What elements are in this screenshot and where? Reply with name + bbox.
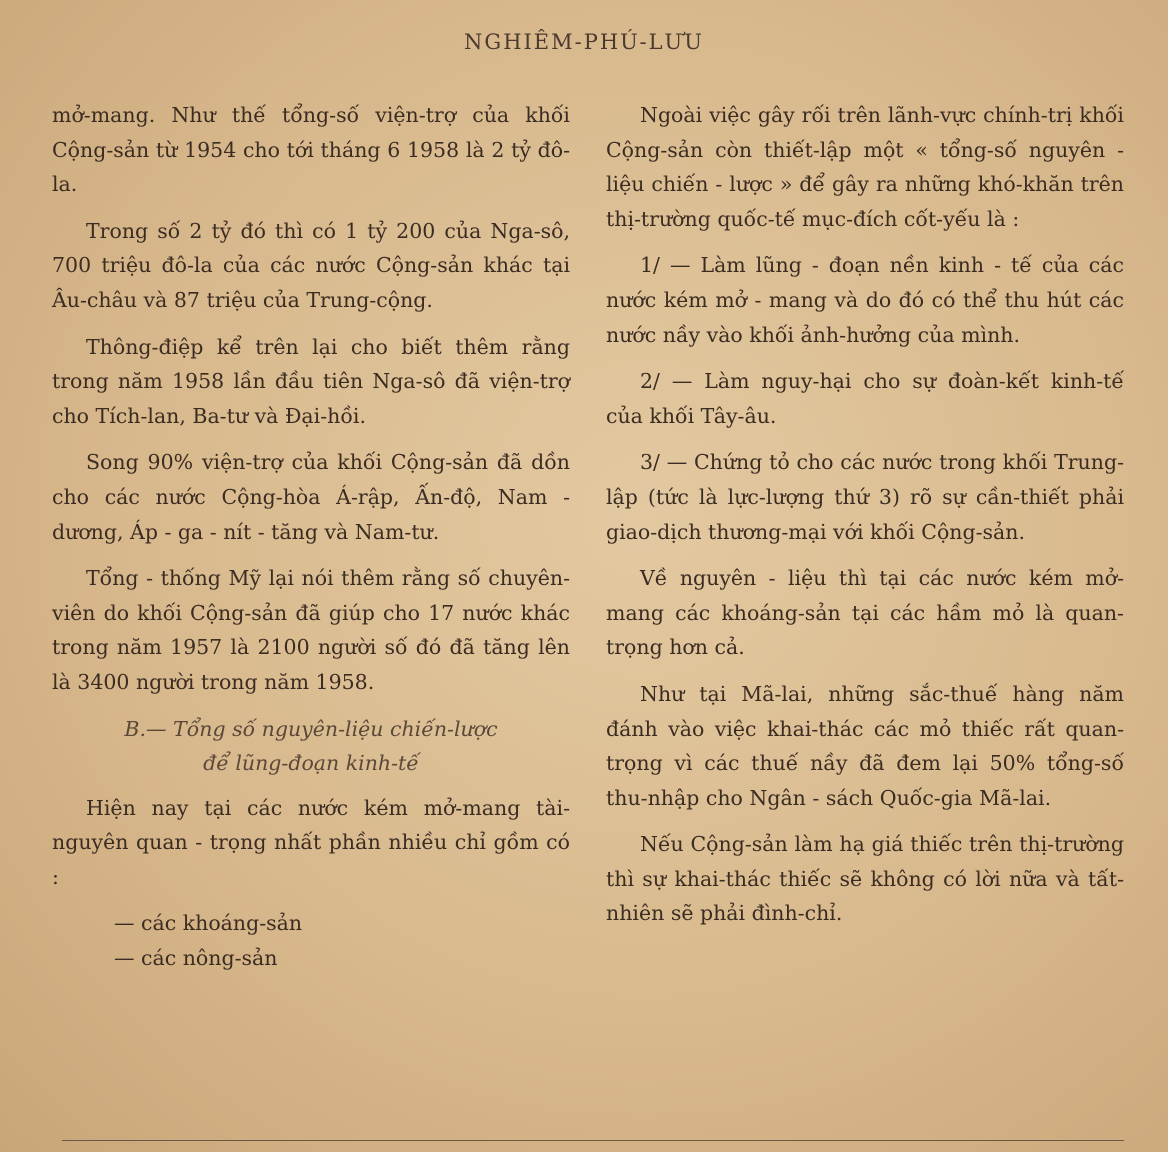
left-column — [52, 98, 570, 976]
paragraph: Trong số 2 tỷ đó thì có 1 tỷ 200 của Nga-sô, 700 triệu đô-la của các nước Cộng-sản khác tại Âu-châu và 87 triệu của Trung-cộng. — [52, 218, 570, 312]
paragraph: Ngoài việc gây rối trên lãnh-vực chính-trị khối Cộng-sản còn thiết-lập một « tổng-số nguyên - liệu chiến - lược » để gây ra những khó-khăn trên thị-trường quốc-tế mục-đích cốt-yếu là : — [606, 103, 1124, 231]
paragraph: Song 90% viện-trợ của khối Cộng-sản đã dồn cho các nước Cộng-hòa Á-rập, Ấn-độ, Nam - dương, Áp - ga - nít - tăng và Nam-tư. — [52, 450, 570, 544]
list-item: — các khoáng-sản — [114, 911, 303, 936]
paragraph: Hiện nay tại các nước kém mở-mang tài-nguyên quan - trọng nhất phần nhiều chỉ gồm có : — [52, 795, 570, 889]
paragraph: Thông-điệp kể trên lại cho biết thêm rằng trong năm 1958 lần đầu tiên Nga-sô đã viện-trợ cho Tích-lan, Ba-tư và Đại-hồi. — [52, 334, 570, 428]
paragraph: mở-mang. Như thế tổng-số viện-trợ của khối Cộng-sản từ 1954 cho tới tháng 6 1958 là 2 tỷ đô-la. — [52, 103, 570, 197]
footer-rule — [62, 1140, 1124, 1141]
section-heading-line: để lũng-đoạn kinh-tế — [203, 751, 419, 776]
section-heading — [52, 712, 570, 781]
list-item: — các nông-sản — [114, 946, 278, 971]
right-column — [606, 98, 1124, 943]
section-heading-line: B.— Tổng số nguyên-liệu chiến-lược — [124, 716, 498, 741]
paragraph: Như tại Mã-lai, những sắc-thuế hàng năm đánh vào việc khai-thác các mỏ thiếc rất quan-trọng vì các thuế nầy đã đem lại 50% tổng-số thu-nhập cho Ngân - sách Quốc-gia Mã-lai. — [606, 681, 1124, 810]
paragraph: 2/ — Làm nguy-hại cho sự đoàn-kết kinh-tế của khối Tây-âu. — [606, 369, 1124, 428]
running-header: NGHIÊM-PHÚ-LƯU — [464, 30, 704, 54]
paragraph: Nếu Cộng-sản làm hạ giá thiếc trên thị-trường thì sự khai-thác thiếc sẽ không có lời nữa và tất-nhiên sẽ phải đình-chỉ. — [606, 832, 1124, 926]
paragraph: 1/ — Làm lũng - đoạn nền kinh - tế của các nước kém mở - mang và do đó có thể thu hút các nước nầy vào khối ảnh-hưởng của mình. — [606, 253, 1124, 347]
paragraph: Tổng - thống Mỹ lại nói thêm rằng số chuyên-viên do khối Cộng-sản đã giúp cho 17 nước khác trong năm 1957 là 2100 người số đó đã tăng lên là 3400 người trong năm 1958. — [52, 566, 570, 694]
paragraph: 3/ — Chứng tỏ cho các nước trong khối Trung-lập (tức là lực-lượng thứ 3) rõ sự cần-thiết phải giao-dịch thương-mại với khối Cộng-sản. — [606, 450, 1124, 544]
paragraph: Về nguyên - liệu thì tại các nước kém mở-mang các khoáng-sản tại các hầm mỏ là quan-trọng hơn cả. — [606, 566, 1124, 660]
